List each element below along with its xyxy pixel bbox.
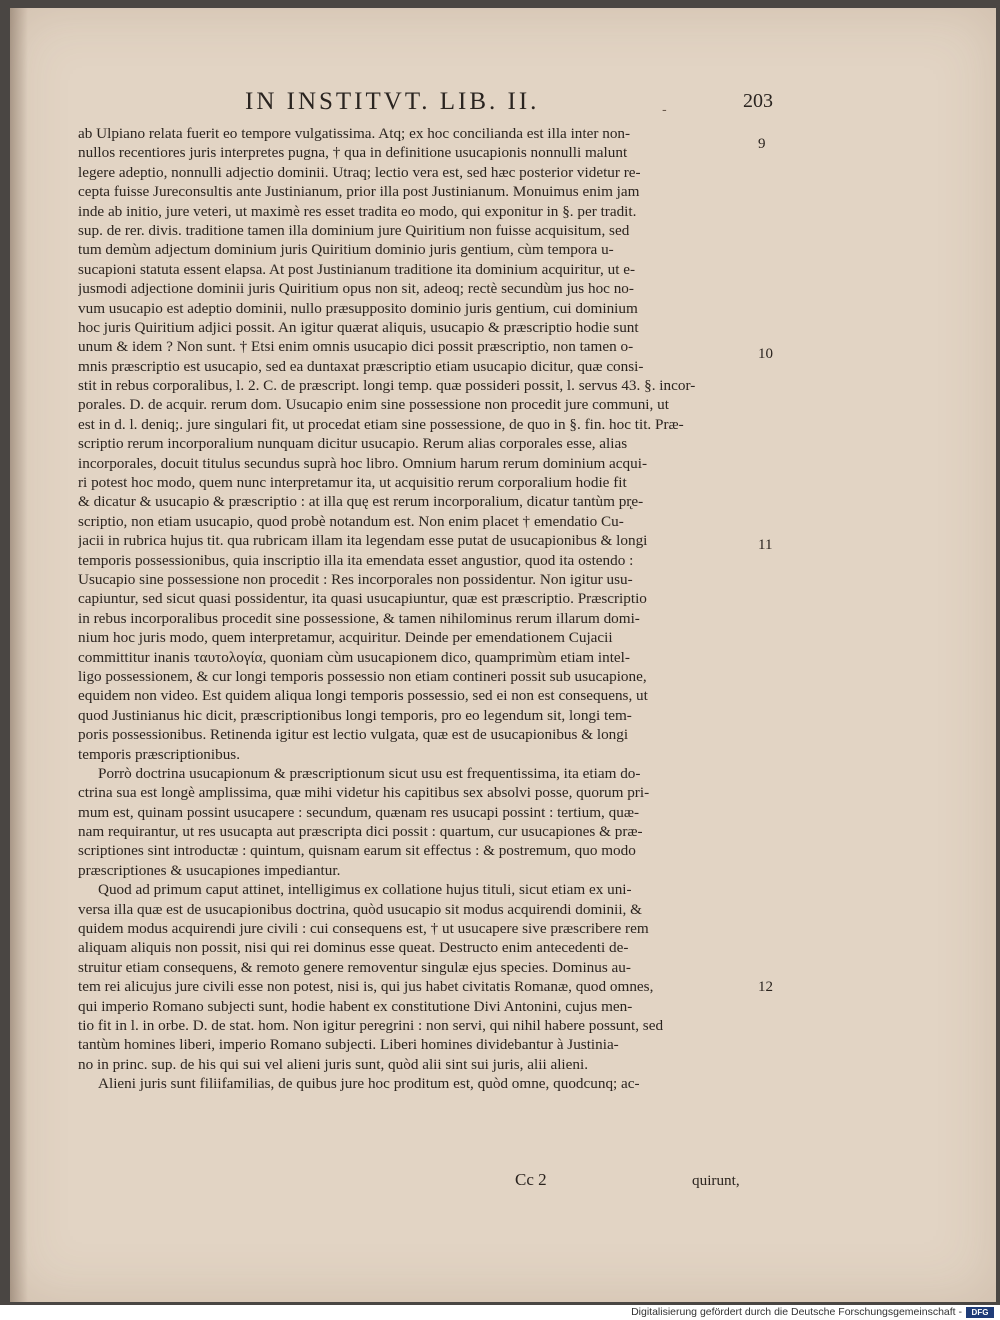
margin-note-9: 9 xyxy=(758,136,766,152)
text-line: sup. de rer. divis. traditione tamen illa dominium jure Quiritium non fuisse acquisitum, sed xyxy=(78,221,630,239)
text-line: jusmodi adjectione dominii juris Quiritium opus non sit, adeoq; rectè secundùm jus hoc no- xyxy=(78,280,634,298)
text-line: tio fit in l. in orbe. D. de stat. hom. Non igitur peregrini : non servi, qui nihil habere possunt, sed xyxy=(78,1016,664,1034)
text-line: sucapioni statuta essent elapsa. At post Justinianum traditione ita dominium acquiritur, ut e- xyxy=(78,260,636,278)
dfg-logo: DFG xyxy=(966,1307,994,1318)
book-page xyxy=(10,8,996,1302)
text-line: ri potest hoc modo, quem nunc interpretamur ita, ut acquisitio rerum corporalium hodie fit xyxy=(78,474,627,492)
footer-bar xyxy=(0,1305,1000,1320)
text-line: aliquam aliquis non possit, nisi qui rei dominus esse queat. Destructo enim antecedenti de- xyxy=(78,939,629,957)
running-title: IN INSTITVT. LIB. II. xyxy=(245,88,540,115)
text-line: porales. D. de acquir. rerum dom. Usucapio enim sine possessione non procedit jure communi, ut xyxy=(78,396,669,414)
text-line: quod Justinianus hic dicit, præscriptionibus longi temporis, pro eo legendum sit, longi tem- xyxy=(78,706,632,724)
text-line: committitur inanis ταυτολογία, quoniam cùm usucapionem dico, quamprimùm etiam intel- xyxy=(78,648,630,666)
text-line: scriptio, non etiam usucapio, quod probè notandum est. Non enim placet † emendatio Cu- xyxy=(78,512,624,530)
text-line: nullos recentiores juris interpretes pugna, † qua in definitione usucapionis nonnulli malunt xyxy=(78,144,628,162)
page-gutter-shadow xyxy=(10,8,28,1302)
text-line: cepta fuisse Jureconsultis ante Justinianum, prior illa post Justinianum. Monuimus enim jam xyxy=(78,183,640,201)
page-number: 203 xyxy=(743,90,773,112)
paragraph-start-line: Quod ad primum caput attinet, intelligimus ex collatione hujus tituli, sicut etiam ex uni- xyxy=(98,881,632,899)
text-line: capiuntur, sed sicut quasi possidentur, ita quasi usucapiuntur, quæ est præscriptio. Præscriptio xyxy=(78,590,647,608)
text-line: nam requirantur, ut res usucapta aut præscripta dici possit : quartum, cur usucapiones & præ- xyxy=(78,823,643,841)
text-line: vum usucapio est adeptio dominii, nullo præsupposito dominio juris gentium, cui dominium xyxy=(78,299,638,317)
text-line: nium hoc juris modo, quem interpretamur, acquiritur. Deinde per emendationem Cujacii xyxy=(78,629,613,647)
text-line: tem rei alicujus jure civili esse non potest, nisi is, qui jus habet civitatis Romanæ, quod omnes, xyxy=(78,978,654,996)
margin-note-11: 11 xyxy=(758,537,773,553)
text-line: stit in rebus corporalibus, l. 2. C. de præscript. longi temp. quæ possideri possit, l. servus 43. §. incor- xyxy=(78,377,696,395)
text-line: est in d. l. deniq;. jure singulari fit, ut procedat etiam sine possessione, de quo in §. fin. hoc tit. Præ- xyxy=(78,415,684,433)
text-line: struitur etiam consequens, & remoto genere removentur singulæ ejus species. Dominus au- xyxy=(78,958,631,976)
text-line: tum demùm adjectum dominium juris Quiritium dominio juris gentium, cùm tempora u- xyxy=(78,241,614,259)
text-line: legere adeptio, nonnulli adjectio dominii. Utraq; lectio vera est, sed hæc posterior videtur re- xyxy=(78,163,641,181)
signature-mark: Cc 2 xyxy=(515,1170,547,1189)
text-line: temporis possessionibus, quia inscriptio illa ita emendata esset angustior, quod ita ostendo : xyxy=(78,551,634,569)
text-line: unum & idem ? Non sunt. † Etsi enim omnis usucapio dici possit præscriptio, non tamen o- xyxy=(78,338,634,356)
text-line: inde ab initio, jure veteri, ut maximè res esset tradita eo modo, qui exponitur in §. per tradit. xyxy=(78,202,637,220)
text-line: hoc juris Quiritium adjici possit. An igitur quærat aliquis, usucapio & præscriptio hodie sunt xyxy=(78,318,639,336)
margin-note-12: 12 xyxy=(758,979,773,995)
text-line: Usucapio sine possessione non procedit : Res incorporales non possidentur. Non igitur usu- xyxy=(78,570,633,588)
paragraph-start-line: Alieni juris sunt filiifamilias, de quibus jure hoc proditum est, quòd omne, quodcunq; ac- xyxy=(98,1075,640,1093)
text-line: equidem non video. Est quidem aliqua longi temporis possessio, sed ei non est consequens, ut xyxy=(78,687,648,705)
text-line: versa illa quæ est de usucapionibus doctrina, quòd usucapio sit modus acquirendi dominii, & xyxy=(78,900,642,918)
body-text xyxy=(78,124,790,1094)
catchword: quirunt, xyxy=(692,1172,740,1189)
text-line: in rebus incorporalibus procedit sine possessione, & tamen nihilominus rerum illarum domi- xyxy=(78,609,640,627)
text-line: mnis præscriptio est usucapio, sed ea duntaxat præscriptio etiam usucapio dicitur, quæ consi- xyxy=(78,357,644,375)
text-line: tantùm homines liberi, imperio Romano subjecti. Liberi homines dividebantur à Justinia- xyxy=(78,1036,619,1054)
text-line: jacii in rubrica hujus tit. qua rubricam illam ita legendam esse putat de usucapionibus & longi xyxy=(78,532,648,550)
text-line: ab Ulpiano relata fuerit eo tempore vulgatissima. Atq; ex hoc conciliandа est illa inter non- xyxy=(78,125,631,142)
funding-notice: Digitalisierung gefördert durch die Deutsche Forschungsgemeinschaft - xyxy=(631,1306,962,1318)
text-line: temporis præscriptionibus. xyxy=(78,745,240,763)
text-line: ligo possessionem, & cur longi temporis possessio non etiam contineri possit sub usucapione, xyxy=(78,667,647,685)
header-mark: - xyxy=(662,102,667,118)
text-line: no in princ. sup. de his qui sui vel alieni juris sunt, quòd alii sint sui juris, alii alieni. xyxy=(78,1055,589,1073)
text-line: poris possessionibus. Retinenda igitur est lectio vulgata, quæ est de usucapionibus & longi xyxy=(78,726,629,744)
text-line: ctrina sua est longè amplissima, quæ mihi videtur his capitibus sex absolvi posse, quorum pri- xyxy=(78,784,650,802)
page-header xyxy=(10,88,996,120)
text-line: qui imperio Romano subjecti sunt, hodie habent ex constitutione Divi Antonini, cujus men- xyxy=(78,997,633,1015)
text-line: & dicatur & usucapio & præscriptio : at illa quę est rerum incorporalium, dicatur tantùm pr̨e- xyxy=(78,493,644,511)
text-line: scriptiones sint introductæ : quintum, quisnam earum sit effectus : & postremum, quo modo xyxy=(78,842,636,860)
margin-note-10: 10 xyxy=(758,346,773,362)
text-line: mum est, quinam possint usucapere : secundum, quænam res usucapi possint : tertium, quæ- xyxy=(78,803,640,821)
text-line: præscriptiones & usucapiones impediantur. xyxy=(78,861,341,879)
text-line: incorporales, docuit titulus secundus suprà hoc libro. Omnium harum rerum dominium acqui- xyxy=(78,454,647,472)
text-line: quidem modus acquirendi jure civili : cui consequens est, † ut usucapere sive præscribere rem xyxy=(78,920,649,938)
paragraph-start-line: Porrò doctrina usucapionum & præscriptionum sicut usu est frequentissima, ita etiam do- xyxy=(98,764,641,782)
text-line: scriptio rerum incorporalium nunquam dicitur usucapio. Rerum alias corporales esse, alias xyxy=(78,435,628,453)
